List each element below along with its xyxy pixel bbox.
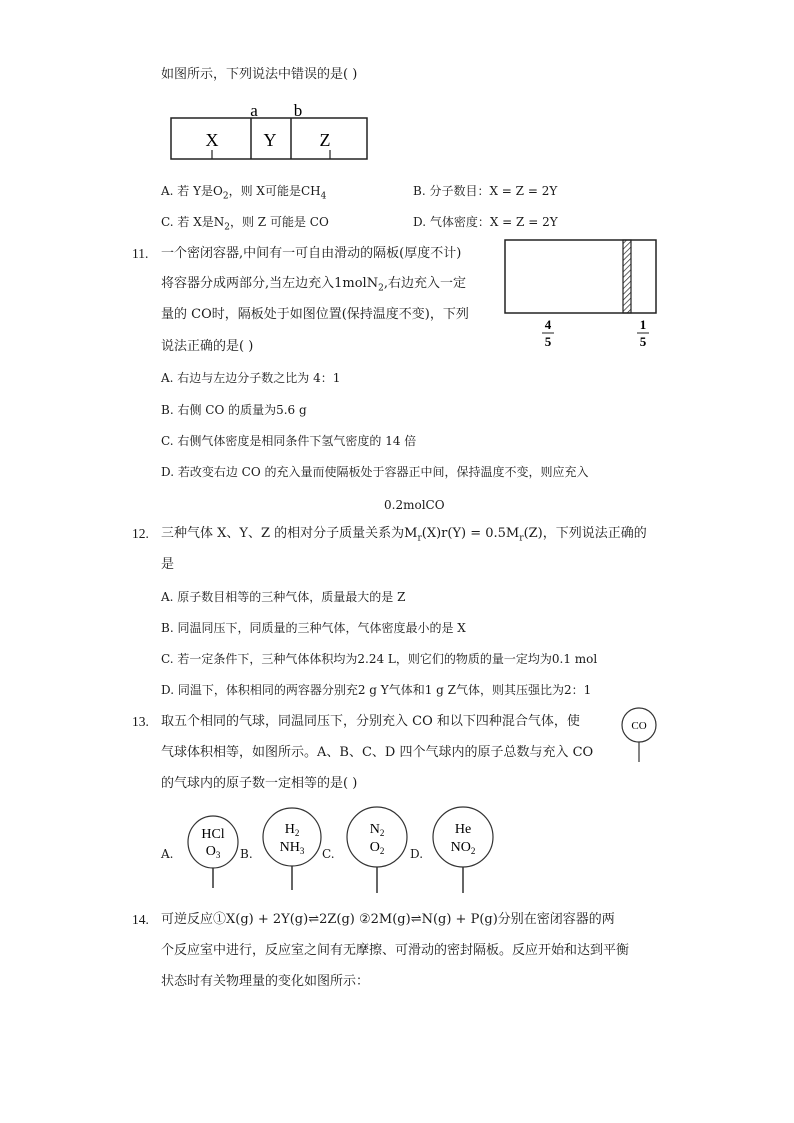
co-balloon [618, 706, 662, 764]
q11-stem-line3: 量的 CO时，隔板处于如图位置(保持温度不变)，下列 [161, 307, 469, 322]
q13-number: 13. [132, 714, 149, 729]
q11-stem-line2: 将容器分成两部分,当左边充入1molN$_2$,右边充入一定 [161, 276, 466, 294]
balloon-d-letter: D. [410, 847, 424, 861]
co-balloon-label: CO [631, 720, 647, 732]
xyz-container-figure [165, 98, 375, 162]
balloon-c-gas2: $O_2$ [369, 840, 385, 856]
prev-option-a: A. 若 Y是$O_2$，则 X可能是$CH_4$ [161, 184, 327, 202]
balloon-c [343, 805, 411, 895]
right-fraction-numerator: 1 [639, 317, 647, 332]
q13-stem-line3: 的气球内的原子数一定相等的是( ) [161, 776, 358, 791]
q12-number: 12. [132, 526, 149, 541]
balloon-d-gas1: He [454, 822, 472, 837]
q11-container-figure [500, 236, 665, 351]
balloon-d-gas2: $NO_2$ [450, 840, 476, 856]
balloon-b [260, 806, 326, 892]
balloon-a-letter: A. [161, 847, 174, 861]
left-fraction-denominator: 5 [544, 334, 552, 349]
balloon-a [184, 814, 244, 890]
left-fraction-numerator: 4 [544, 317, 552, 332]
right-fraction-denominator: 5 [639, 334, 647, 349]
prev-question-stem: 如图所示，下列说法中错误的是( ) [161, 67, 358, 82]
chamber-x-label: X [205, 130, 219, 150]
q12-stem-line1: 三种气体 X、Y、Z 的相对分子质量关系为$M_r(X)r(Y) = 0.5M_r(Z)$，下列说法正确的 [161, 526, 647, 544]
partition-label-a: a [250, 101, 258, 120]
q11-option-a: A. 右边与左边分子数之比为 4：1 [161, 371, 341, 385]
balloon-c-letter: C. [322, 847, 335, 861]
q12-stem-line2: 是 [161, 557, 175, 572]
q13-stem-line2: 气球体积相等，如图所示。A、B、C、D 四个气球内的原子总数与充入 CO [161, 745, 594, 760]
chamber-y-label: Y [263, 130, 277, 150]
q11-option-d-continuation: 0.2molCO [384, 498, 445, 512]
q14-stem-line3: 状态时有关物理量的变化如图所示： [161, 974, 370, 989]
q12-option-c: C. 若一定条件下，三种气体体积均为2.24 L，则它们的物质的量一定均为0.1 mol [161, 652, 598, 666]
q13-stem-line1: 取五个相同的气球，同温同压下，分别充入 CO 和以下四种混合气体，使 [161, 714, 580, 729]
partition-label-b: b [293, 101, 303, 120]
chamber-z-label: Z [319, 130, 331, 150]
balloon-b-gas2: $NH_3$ [279, 840, 305, 856]
sliding-partition [623, 240, 631, 313]
q11-option-c: C. 右侧气体密度是相同条件下氢气密度的 14 倍 [161, 434, 417, 448]
q11-stem-line4: 说法正确的是( ) [161, 339, 254, 354]
q11-option-d: D. 若改变右边 CO 的充入量而使隔板处于容器正中间，保持温度不变，则应充入 [161, 465, 589, 479]
prev-option-c: C. 若 X是$N_2$，则 Z 可能是 CO [161, 215, 329, 233]
balloon-b-letter: B. [240, 847, 253, 861]
prev-option-d: D. 气体密度：X = Z = 2Y [413, 215, 558, 229]
prev-option-b: B. 分子数目：X = Z = 2Y [413, 184, 558, 198]
q12-option-a: A. 原子数目相等的三种气体，质量最大的是 Z [161, 590, 406, 604]
balloon-c-gas1: $N_2$ [369, 822, 385, 838]
balloon-a-gas1: HCl [201, 827, 225, 842]
q11-number: 11. [132, 246, 149, 261]
balloon-b-gas1: $H_2$ [284, 822, 300, 838]
balloon-d [429, 805, 497, 895]
balloon-a-gas2: $O_3$ [205, 844, 221, 860]
q11-option-b: B. 右侧 CO 的质量为5.6 g [161, 403, 307, 417]
q14-stem-line1: 可逆反应①X(g) + 2Y(g)⇌2Z(g) ②2M(g)⇌N(g) + P(g)分别在密闭容器的两 [161, 912, 615, 927]
q12-option-b: B. 同温同压下，同质量的三种气体，气体密度最小的是 X [161, 621, 466, 635]
q14-number: 14. [132, 912, 149, 927]
q12-option-d: D. 同温下，体积相同的两容器分别充2 g Y气体和1 g Z气体，则其压强比为2：1 [161, 683, 592, 697]
q11-stem-line1: 一个密闭容器,中间有一可自由滑动的隔板(厚度不计) [161, 246, 462, 261]
q14-stem-line2: 个反应室中进行，反应室之间有无摩擦、可滑动的密封隔板。反应开始和达到平衡 [161, 943, 630, 958]
